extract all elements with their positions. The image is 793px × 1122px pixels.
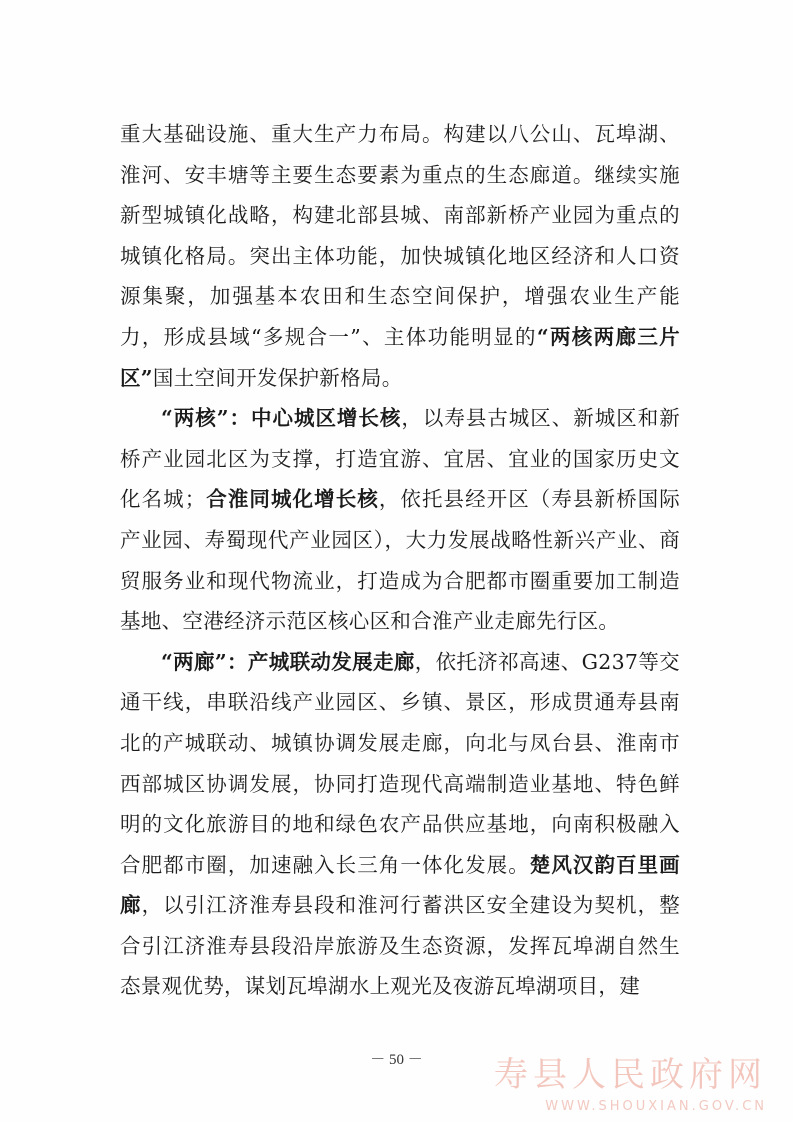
paragraph-2-run-4: ，依托县经开区（寿县新桥国际产业园、寿蜀现代产业园区），大力发展战略性新兴产业、商贸服务业和现代物流业，打造成为合肥都市圈重要加工制造基地、空港经济示范区核心区和合淮产业走廊先行区。	[120, 487, 681, 634]
paragraph-3-run-2: ，依托济祁高速、G237等交通干线，串联沿线产业园区、乡镇、景区，形成贯通寿县南北的产城联动、城镇协调发展走廊，向北与凤台县、淮南市西部城区协调发展，协同打造现代高端制造业基地、特色鲜明的文化旅游目的地和绿色农产品供应基地，向南积极融入合肥都市圈，加速融入长三角一体化发展。	[120, 649, 680, 877]
watermark-chinese: 寿县人民政府网	[494, 1055, 767, 1095]
page-number: － 50 －	[370, 1052, 423, 1068]
paragraph-2-run-3-bold: 合淮同城化增长核	[205, 487, 379, 512]
site-watermark	[494, 1054, 767, 1116]
paragraph-3-run-4: ，以引江济淮寿县段和淮河行蓄洪区安全建设为契机，整合引江济淮寿县段沿岸旅游及生态资源，发挥瓦埠湖自然生态景观优势，谋划瓦埠湖水上观光及夜游瓦埠湖项目，建	[120, 893, 680, 999]
paragraph-spatial-pattern	[120, 114, 680, 398]
paragraph-3-run-1-bold: “两廊”：产城联动发展走廊	[161, 649, 415, 674]
paragraph-1-run-2-bold: “两核两廊三片区”	[120, 324, 680, 390]
watermark-url: WWW.SHOUXIAN.GOV.CN	[545, 1099, 767, 1114]
paragraph-2-run-1-bold: “两核”：中心城区增长核	[161, 406, 402, 431]
paragraph-two-cores	[120, 398, 680, 642]
paragraph-two-corridors	[120, 642, 680, 1007]
body-text	[120, 114, 680, 1007]
paragraph-1-run-3: 国土空间开发保护新格局。	[152, 365, 403, 390]
paragraph-2-run-2: ，以寿县古城区、新城区和新桥产业园北区为支撑，打造宜游、宜居、宜业的国家历史文化名城；	[120, 406, 680, 512]
paragraph-3-run-3-bold: 楚风汉韵百里画廊	[120, 852, 680, 918]
paragraph-1-run-1: 重大基础设施、重大生产力布局。构建以八公山、瓦埠湖、淮河、安丰塘等主要生态要素为重点的生态廊道。继续实施新型城镇化战略，构建北部县城、南部新桥产业园为重点的城镇化格局。突出主体功能，加快城镇化地区经济和人口资源集聚，加强基本农田和生态空间保护，增强农业生产能力，形成县域“多规合一”、主体功能明显的	[120, 122, 680, 349]
